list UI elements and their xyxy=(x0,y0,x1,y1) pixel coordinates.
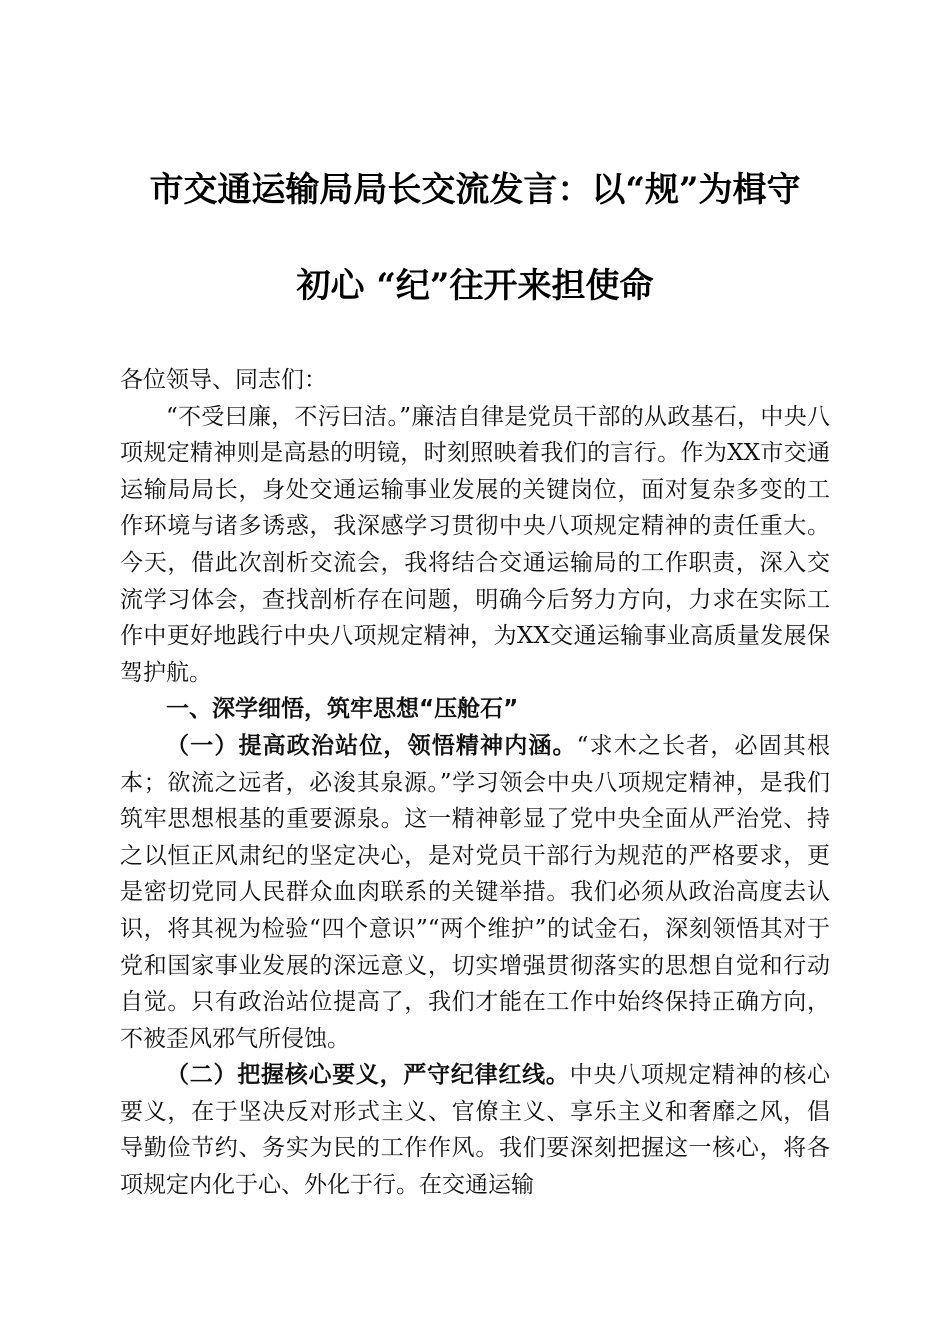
subsection-1-paragraph xyxy=(120,728,830,1057)
intro-paragraph: “不受曰廉，不污曰洁。”廉洁自律是党员干部的从政基石，中央八项规定精神则是高悬的明镜，时刻照映着我们的言行。作为XX市交通运输局局长，身处交通运输事业发展的关键岗位，面对复杂多变的工作环境与诸多诱惑，我深感学习贯彻中央八项规定精神的责任重大。今天，借此次剖析交流会，我将结合交通运输局的工作职责，深入交流学习体会，查找剖析存在问题，明确今后努力方向，力求在实际工作中更好地践行中央八项规定精神，为XX交通运输事业高质量发展保驾护航。 xyxy=(120,403,830,686)
subsection-1-text: “求木之长者，必固其根本；欲流之远者，必浚其泉源。”学习领会中央八项规定精神，是我们筑牢思想根基的重要源泉。这一精神彰显了党中央全面从严治党、持之以恒正风肃纪的坚定决心，是对党员干部行为规范的严格要求，更是密切党同人民群众血肉联系的关键举措。我们必须从政治高度去认识，将其视为检验“四个意识”“两个维护”的试金石，深刻领悟其对于党和国家事业发展的深远意义，切实增强贯彻落实的思想自觉和行动自觉。只有政治站位提高了，我们才能在工作中始终保持正确方向，不被歪风邪气所侵蚀。 xyxy=(120,732,830,1052)
subsection-1-heading: （一）提高政治站位，领悟精神内涵。 xyxy=(166,731,577,759)
section-1-heading: 一、深学细悟，筑牢思想“压舱石” xyxy=(166,696,519,723)
document-title-line-1: 市交通运输局局长交流发言：以“规”为楫守 xyxy=(149,170,801,210)
document-title-line-2: 初心 “纪”往开来担使命 xyxy=(296,266,654,306)
salutation: 各位领导、同志们： xyxy=(120,367,327,393)
subsection-2-text: 中央八项规定精神的核心要义，在于坚决反对形式主义、官僚主义、享乐主义和奢靡之风，倡导勤俭节约、务实为民的工作作风。我们要深刻把握这一核心，将各项规定内化于心、外化于行。在交通运输 xyxy=(120,1062,831,1199)
subsection-2-paragraph xyxy=(120,1057,830,1203)
document-body xyxy=(120,362,830,1204)
subsection-2-heading: （二）把握核心要义，严守纪律红线。 xyxy=(166,1061,570,1089)
